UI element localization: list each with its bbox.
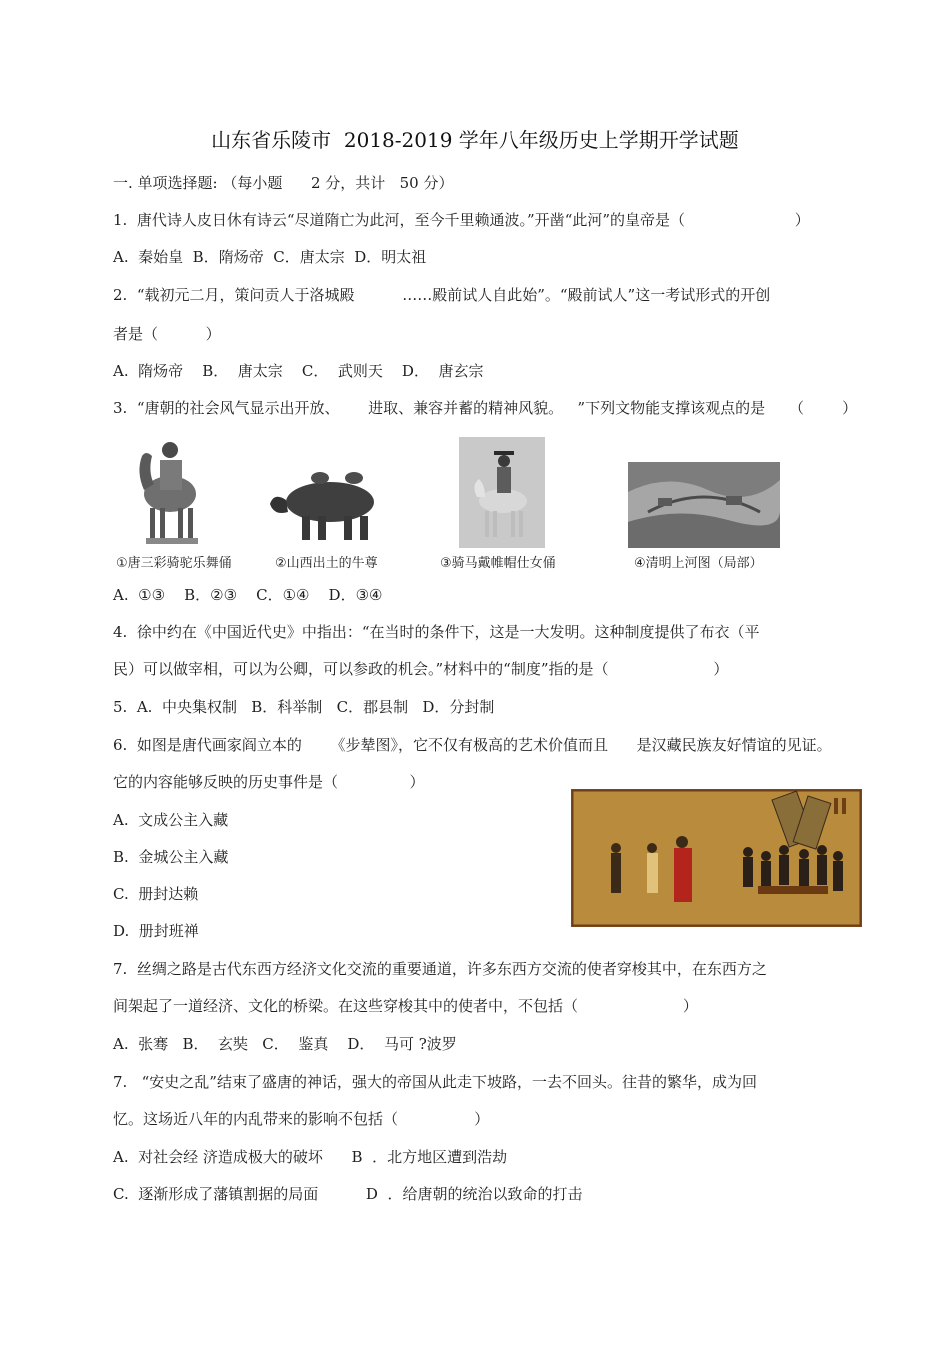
q6-stem-1: 6. 如图是唐代画家阎立本的 《步辇图》，它不仅有极高的艺术价值而且 是汉藏民族友好情谊的见证。 (113, 736, 832, 754)
q3-options: A. ①③ B．②③ C．①④ D．③④ (113, 586, 383, 604)
caption-camel: ①唐三彩骑驼乐舞俑 (116, 556, 232, 571)
q7-stem-2: 间架起了一道经济、文化的桥梁。在这些穿梭其中的使者中，不包括（ ） (113, 997, 698, 1015)
q6-option-d: D. 册封班禅 (113, 922, 199, 940)
qingming-scroll-image (628, 462, 780, 548)
q5-line: 5. A. 中央集权制 B．科举制 C．郡县制 D．分封制 (113, 698, 495, 716)
caption-horse-rider: ③骑马戴帷帽仕女俑 (440, 556, 556, 571)
q7b-stem-1: 7. “安史之乱”结束了盛唐的神话，强大的帝国从此走下坡路，一去不回头。往昔的繁华，成为回 (113, 1073, 757, 1091)
q7b-options-2: C. 逐渐形成了藩镇割据的局面 D ．给唐朝的统治以致命的打击 (113, 1185, 583, 1203)
section-heading: 一. 单项选择题: （每小题 2 分，共计 50 分） (113, 174, 454, 192)
q2-stem-2: 者是（ ） (113, 325, 221, 343)
exam-title: 山东省乐陵市 2018-2019 学年八年级历史上学期开学试题 (211, 128, 739, 152)
q2-options: A. 隋炀帝 B． 唐太宗 C． 武则天 D． 唐玄宗 (113, 362, 484, 380)
q6-option-c: C. 册封达赖 (113, 885, 199, 903)
q2-stem-1: 2. “载初元二月，策问贡人于洛城殿 ……殿前试人自此始”。“殿前试人”这一考试形式的开创 (113, 286, 771, 304)
horse-rider-figurine-image (459, 437, 545, 548)
q1-stem: 1. 唐代诗人皮日休有诗云“尽道隋亡为此河，至今千里赖通波。”开凿“此河”的皇帝是（ ） (113, 211, 810, 229)
q7-options: A. 张骞 B． 玄奘 C． 鉴真 D． 马可 ?波罗 (113, 1035, 457, 1053)
q4-stem-2: 民）可以做宰相，可以为公卿，可以参政的机会。”材料中的“制度”指的是（ ） (113, 660, 729, 678)
q6-option-b: B. 金城公主入藏 (113, 848, 229, 866)
q1-options: A. 秦始皇 B．隋炀帝 C．唐太宗 D．明太祖 (113, 248, 427, 266)
q6-stem-2: 它的内容能够反映的历史事件是（ ） (113, 773, 425, 791)
caption-qingming: ④清明上河图（局部） (634, 556, 763, 571)
q7-stem-1: 7. 丝绸之路是古代东西方经济文化交流的重要通道，许多东西方交流的使者穿梭其中，在东西方之 (113, 960, 767, 978)
bunian-painting-image (571, 789, 862, 927)
ox-zun-image (264, 462, 388, 544)
q7b-stem-2: 忆。这场近八年的内乱带来的影响不包括（ ） (113, 1110, 490, 1128)
q4-stem-1: 4. 徐中约在《中国近代史》中指出：“在当时的条件下，这是一大发明。这种制度提供了布衣（平 (113, 623, 760, 641)
q6-option-a: A. 文成公主入藏 (113, 811, 229, 829)
caption-ox-zun: ②山西出土的牛尊 (275, 556, 378, 571)
q7b-options-1: A. 对社会经 济造成极大的破坏 B ．北方地区遭到浩劫 (113, 1148, 508, 1166)
camel-figurine-image (130, 432, 208, 547)
q3-stem: 3. “唐朝的社会风气显示出开放、 进取、兼容并蓄的精神风貌。 ”下列文物能支撑该观点的是 （ ） (113, 399, 858, 417)
